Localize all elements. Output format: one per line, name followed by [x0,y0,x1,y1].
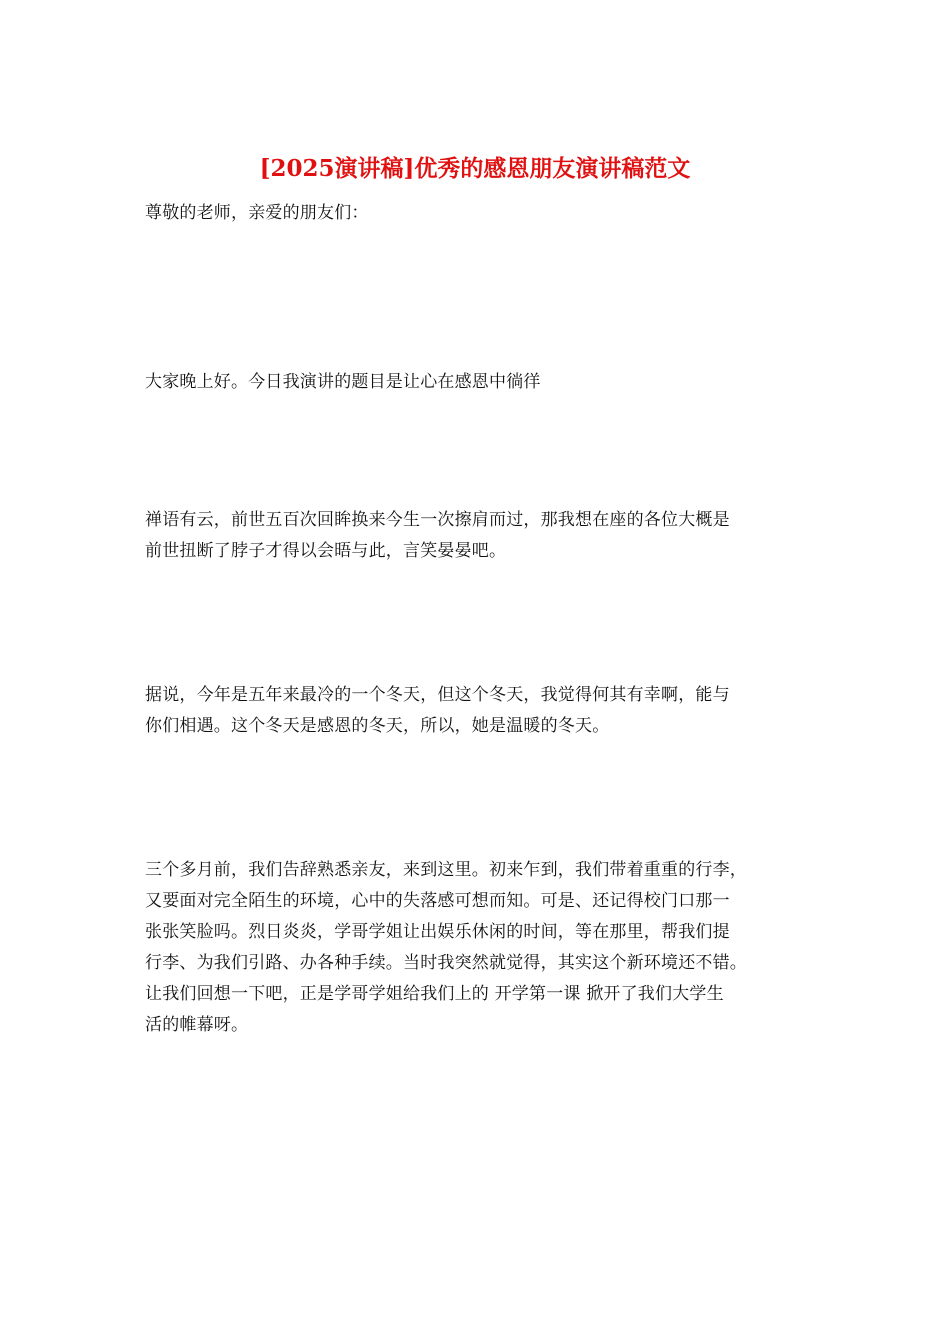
document-title: [2025演讲稿]优秀的感恩朋友演讲稿范文 [259,155,691,182]
paragraph-3 [145,680,815,742]
paragraph-1 [145,367,815,398]
paragraph-line: 你们相遇。这个冬天是感恩的冬天，所以，她是温暖的冬天。 [145,716,610,736]
paragraph-line: 大家晚上好。今日我演讲的题目是让心在感恩中徜徉 [145,372,541,392]
paragraph-line: 据说，今年是五年来最冷的一个冬天，但这个冬天，我觉得何其有幸啊，能与 [145,685,730,705]
salutation-text: 尊敬的老师，亲爱的朋友们： [145,203,369,223]
paragraph-line: 三个多月前，我们告辞熟悉亲友，来到这里。初来乍到，我们带着重重的行李， [145,860,747,880]
paragraph-line: 张张笑脸吗。烈日炎炎，学哥学姐让出娱乐休闲的时间，等在那里，帮我们提 [145,922,730,942]
paragraph-4 [145,855,815,1041]
paragraph-line: 前世扭断了脖子才得以会晤与此，言笑晏晏吧。 [145,541,507,561]
paragraph-line: 又要面对完全陌生的环境，心中的失落感可想而知。可是、还记得校门口那一 [145,891,730,911]
paragraph-line: 禅语有云，前世五百次回眸换来今生一次擦肩而过，那我想在座的各位大概是 [145,510,730,530]
paragraph-line: 行李、为我们引路、办各种手续。当时我突然就觉得，其实这个新环境还不错。 [145,953,747,973]
paragraph-line: 活的帷幕呀。 [145,1015,249,1035]
salutation [145,198,815,229]
paragraph-line: 让我们回想一下吧，正是学哥学姐给我们上的 开学第一课 掀开了我们大学生 [145,984,724,1004]
paragraph-2 [145,505,815,567]
